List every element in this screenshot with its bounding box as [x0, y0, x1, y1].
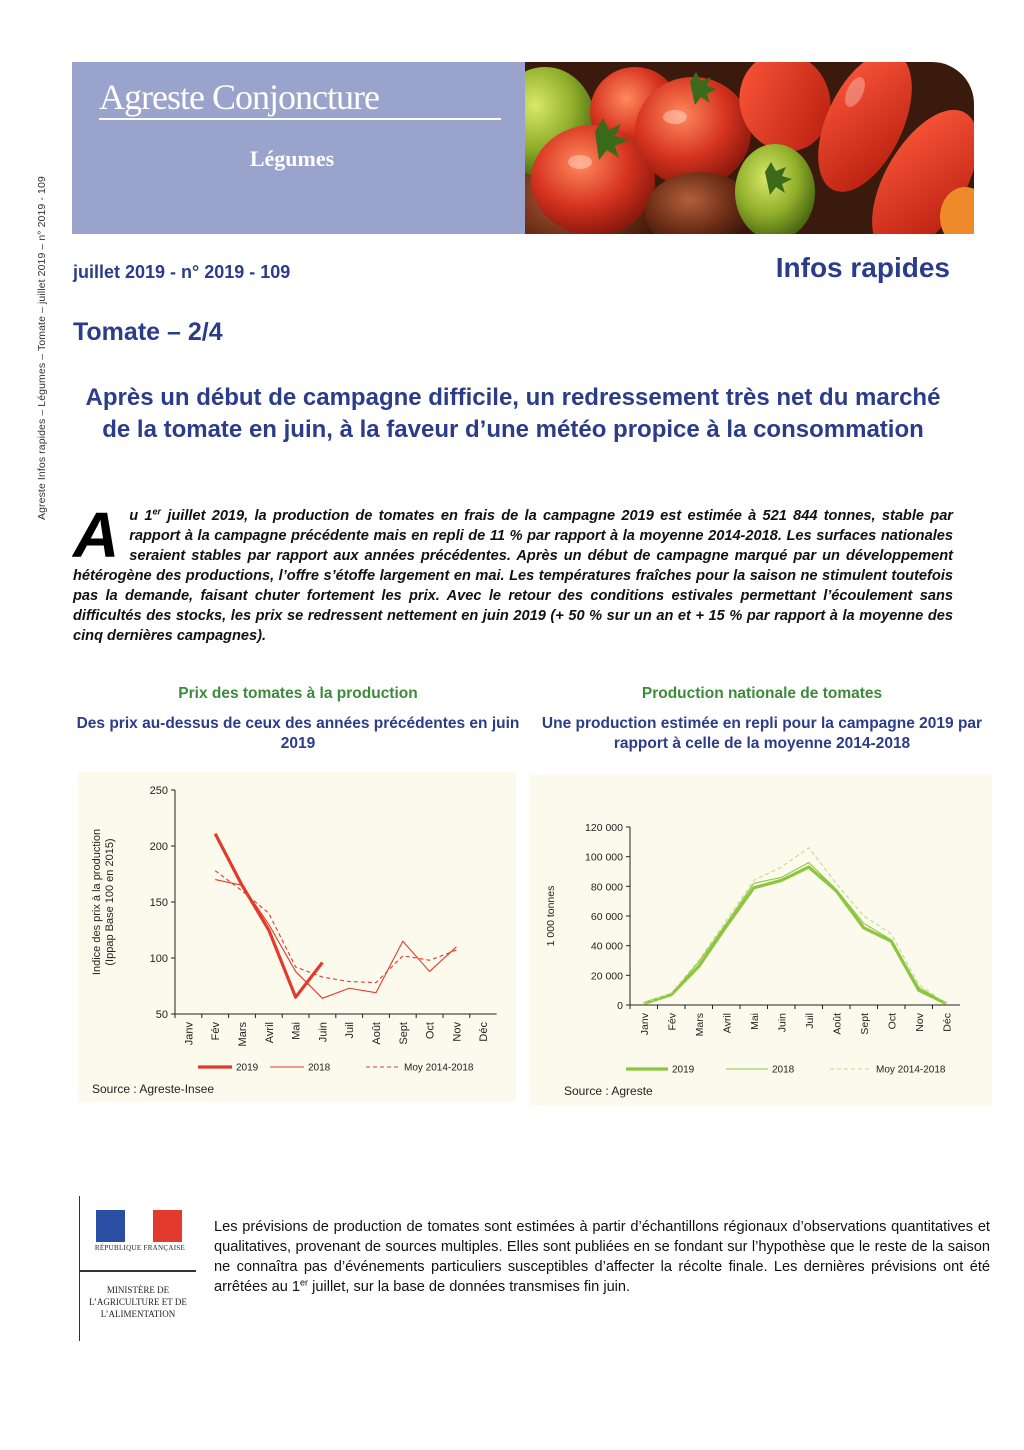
series-line-1 [644, 863, 947, 1004]
x-tick-label: Janv [183, 1022, 196, 1046]
legend-label: Moy 2014-2018 [876, 1064, 946, 1076]
brand-underline [99, 118, 501, 120]
x-tick-label: Juil [344, 1022, 357, 1039]
series-line-2 [644, 848, 947, 1004]
headline: Après un début de campagne difficile, un redressement très net du marché de la tomate en juin, à la faveur d’une météo propice à la consommation [85, 384, 941, 443]
y-tick-label: 0 [617, 1000, 623, 1012]
x-tick-label: Oct [424, 1022, 437, 1040]
price-chart-heading [73, 684, 523, 754]
y-tick-label: 60 000 [590, 911, 623, 923]
y-tick-label: 250 [149, 785, 168, 797]
marianne-flag-icon [96, 1210, 182, 1242]
x-tick-label: Juin [776, 1013, 789, 1033]
note-superscript: er [300, 1277, 309, 1288]
y-tick-label: 50 [155, 1009, 168, 1021]
ministry-logo [79, 1196, 195, 1341]
series-line-2 [215, 871, 456, 983]
lead-text-start: u 1 [129, 508, 153, 524]
series-line-0 [215, 834, 322, 998]
lead-paragraph [73, 499, 953, 646]
price-chart [78, 772, 516, 1102]
legend-label: 2018 [308, 1062, 331, 1074]
x-tick-label: Juil [803, 1013, 816, 1029]
legend-label: 2019 [672, 1064, 695, 1076]
x-tick-label: Oct [886, 1013, 899, 1030]
note-text-start: Les prévisions de production de tomates sont estimées à partir d’échantillons régionaux d’observations quantitatives et qualitatives, provenant de sources multiples. Elles sont publiées en se fondant sur l’hypothèse que le reste de la saison ne connaîtra pas d’événements particuliers susceptibles d’affecter la récolte finale. Les dernières prévisions ont été arrêtées au 1 [214, 1219, 990, 1295]
vegetables-photo [525, 62, 974, 234]
chart-source: Source : Agreste [564, 1084, 653, 1098]
y-axis-label: Indice des prix à la production [91, 828, 103, 976]
series-line-1 [215, 880, 456, 999]
x-tick-label: Avril [721, 1013, 734, 1034]
legend-label: Moy 2014-2018 [404, 1062, 474, 1074]
x-tick-label: Déc [478, 1022, 491, 1042]
y-tick-label: 200 [149, 841, 168, 853]
y-tick-label: 100 000 [585, 851, 623, 864]
y-tick-label: 100 [149, 953, 168, 965]
production-chart-subtitle: Une production estimée en repli pour la campagne 2019 par rapport à celle de la moyenne 2014-2018 [541, 715, 983, 752]
brand-logo-text: Agreste Conjoncture [99, 77, 379, 117]
x-tick-label: Mars [237, 1022, 249, 1047]
x-tick-label: Sept [397, 1022, 410, 1045]
y-tick-label: 20 000 [590, 970, 623, 983]
production-chart-heading [528, 684, 996, 754]
issue-number: juillet 2019 - n° 2019 - 109 [73, 262, 291, 282]
production-chart [530, 775, 992, 1105]
production-chart-title: Production nationale de tomates [641, 685, 883, 702]
chart-source: Source : Agreste-Insee [92, 1082, 215, 1096]
methodology-note [214, 1217, 990, 1297]
price-chart-panel [78, 772, 516, 1102]
x-tick-label: Mai [290, 1022, 303, 1040]
x-tick-label: Avril [263, 1022, 276, 1044]
x-tick-label: Fév [210, 1022, 223, 1041]
x-tick-label: Juin [317, 1022, 330, 1043]
x-tick-label: Sept [858, 1013, 871, 1035]
y-axis-label: (Ippap Base 100 en 2015) [104, 838, 116, 966]
logo-separator [80, 1270, 196, 1272]
x-tick-label: Fév [666, 1013, 679, 1031]
brand-panel [72, 62, 525, 234]
ministry-label: MINISTÈRE DE L’AGRICULTURE ET DE L’ALIMENTATION [89, 1285, 187, 1319]
publication-type: Infos rapides [775, 252, 950, 283]
side-running-title: Agreste Infos rapides – Légumes – Tomate – juillet 2019 – n° 2019 - 109 [36, 176, 48, 520]
price-chart-subtitle: Des prix au-dessus de ceux des années précédentes en juin 2019 [76, 715, 520, 752]
y-tick-label: 120 000 [585, 822, 623, 834]
lead-superscript: er [152, 506, 162, 517]
x-tick-label: Nov [451, 1022, 464, 1042]
series-title: Tomate – 2/4 [73, 318, 223, 346]
legend-label: 2019 [236, 1062, 259, 1074]
header-banner [72, 62, 974, 234]
legend-label: 2018 [772, 1064, 795, 1076]
note-text-rest: juillet, sur la base de données transmises fin juin. [308, 1279, 631, 1295]
production-chart-panel [530, 775, 992, 1105]
y-tick-label: 40 000 [590, 940, 623, 953]
lead-text-rest: juillet 2019, la production de tomates en frais de la campagne 2019 est estimée à 521 844 tonnes, stable par rapport à la campagne précédente mais en repli de 11 % par rapport à la moyenne 2014-2018. Les surfaces nationales seraient stables par rapport aux années précédentes. Après un début de campagne marqué par un développement hétérogène des productions, l’offre s’étoffe largement en mai. Les températures fraîches pour la saison ne stimulent toutefois pas la demande, faisant chuter fortement les prix. Avec le retour des conditions estivales permettant l’écoulement sans difficultés des stocks, les prix se redressent nettement en juin 2019 (+ 50 % sur un an et + 15 % par rapport à la moyenne des cinq dernières campagnes). [73, 508, 953, 644]
republic-label: RÉPUBLIQUE FRANÇAISE [94, 1244, 186, 1252]
y-tick-label: 150 [149, 897, 168, 909]
x-tick-label: Déc [941, 1013, 954, 1032]
x-tick-label: Mai [748, 1013, 761, 1030]
y-tick-label: 80 000 [590, 881, 623, 894]
x-tick-label: Août [831, 1013, 844, 1035]
x-tick-label: Nov [913, 1013, 926, 1032]
drop-cap: A [73, 499, 120, 571]
price-chart-title: Prix des tomates à la production [178, 685, 418, 702]
x-tick-label: Août [371, 1022, 383, 1045]
y-axis-label: 1 000 tonnes [545, 885, 557, 947]
brand-subtitle: Légumes [249, 146, 335, 171]
x-tick-label: Mars [693, 1013, 706, 1037]
x-tick-label: Janv [638, 1013, 651, 1036]
series-line-0 [644, 867, 947, 1003]
